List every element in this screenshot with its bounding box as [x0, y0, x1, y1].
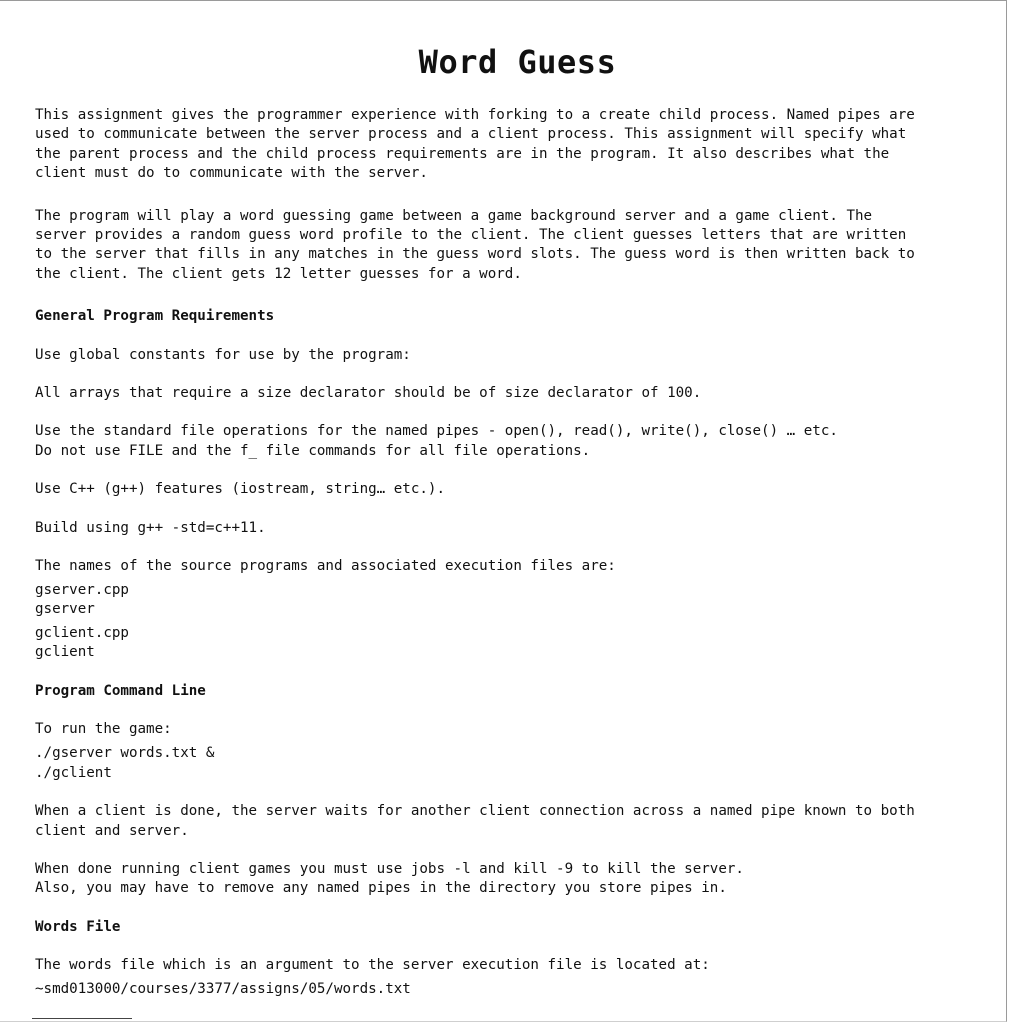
- kill-server-line: Also, you may have to remove any named pipes in the directory you store pipes in.: [35, 880, 727, 897]
- words-file-heading: Words File: [35, 918, 121, 935]
- intro-line: client must do to communicate with the server.: [35, 165, 428, 182]
- overview-line: The program will play a word guessing game between a game background server and a game client. The: [35, 207, 873, 224]
- words-file-path: ~smd013000/courses/3377/assigns/05/words.txt: [35, 980, 411, 997]
- command-line-text: ./gserver words.txt &: [35, 745, 215, 762]
- document-body: [35, 42, 975, 999]
- file-operations-line: Use the standard file operations for the named pipes - open(), read(), write(), close() … etc.: [35, 423, 838, 440]
- build-text: Build using g++ -std=c++11.: [35, 519, 266, 536]
- command-line-text: ./gclient: [35, 764, 112, 781]
- intro-line: used to communicate between the server process and a client process. This assignment will specify what: [35, 126, 907, 143]
- footer-rule: [32, 1018, 132, 1019]
- client-done-paragraph: [35, 802, 975, 841]
- document-title: Word Guess: [418, 43, 617, 81]
- file-name: gserver.cpp: [35, 581, 129, 598]
- array-size-text: All arrays that require a size declarator should be of size declarator of 100.: [35, 385, 702, 402]
- intro-paragraph: [35, 106, 975, 184]
- general-requirements-heading: General Program Requirements: [35, 308, 275, 325]
- file-name: gserver: [35, 601, 95, 618]
- file-name: gclient.cpp: [35, 624, 129, 641]
- file-operations-line: Do not use FILE and the f_ file commands for all file operations.: [35, 442, 591, 459]
- client-done-line: client and server.: [35, 822, 189, 839]
- client-done-line: When a client is done, the server waits for another client connection across a named pipe known to both: [35, 803, 915, 820]
- kill-server-line: When done running client games you must use jobs -l and kill -9 to kill the server.: [35, 861, 744, 878]
- source-files-intro: The names of the source programs and associated execution files are:: [35, 558, 616, 575]
- words-file-paragraph: [35, 956, 975, 999]
- overview-line: server provides a random guess word profile to the client. The client guesses letters that are written: [35, 227, 907, 244]
- overview-paragraph: [35, 207, 975, 285]
- global-constants-text: Use global constants for use by the program:: [35, 346, 411, 363]
- words-file-intro: The words file which is an argument to the server execution file is located at:: [35, 957, 710, 974]
- run-game-paragraph: [35, 720, 975, 783]
- file-name: gclient: [35, 644, 95, 661]
- file-operations-paragraph: [35, 422, 975, 461]
- source-files-paragraph: [35, 557, 975, 663]
- intro-line: This assignment gives the programmer experience with forking to a create child process. Named pipes are: [35, 107, 915, 123]
- overview-line: to the server that fills in any matches in the guess word slots. The guess word is then written back to: [35, 246, 915, 263]
- kill-server-paragraph: [35, 860, 975, 899]
- command-line-heading: Program Command Line: [35, 683, 206, 700]
- intro-line: the parent process and the child process requirements are in the program. It also describes what the: [35, 145, 890, 162]
- run-game-intro: To run the game:: [35, 721, 172, 738]
- cpp-features-text: Use C++ (g++) features (iostream, string… etc.).: [35, 481, 445, 498]
- overview-line: the client. The client gets 12 letter guesses for a word.: [35, 265, 522, 282]
